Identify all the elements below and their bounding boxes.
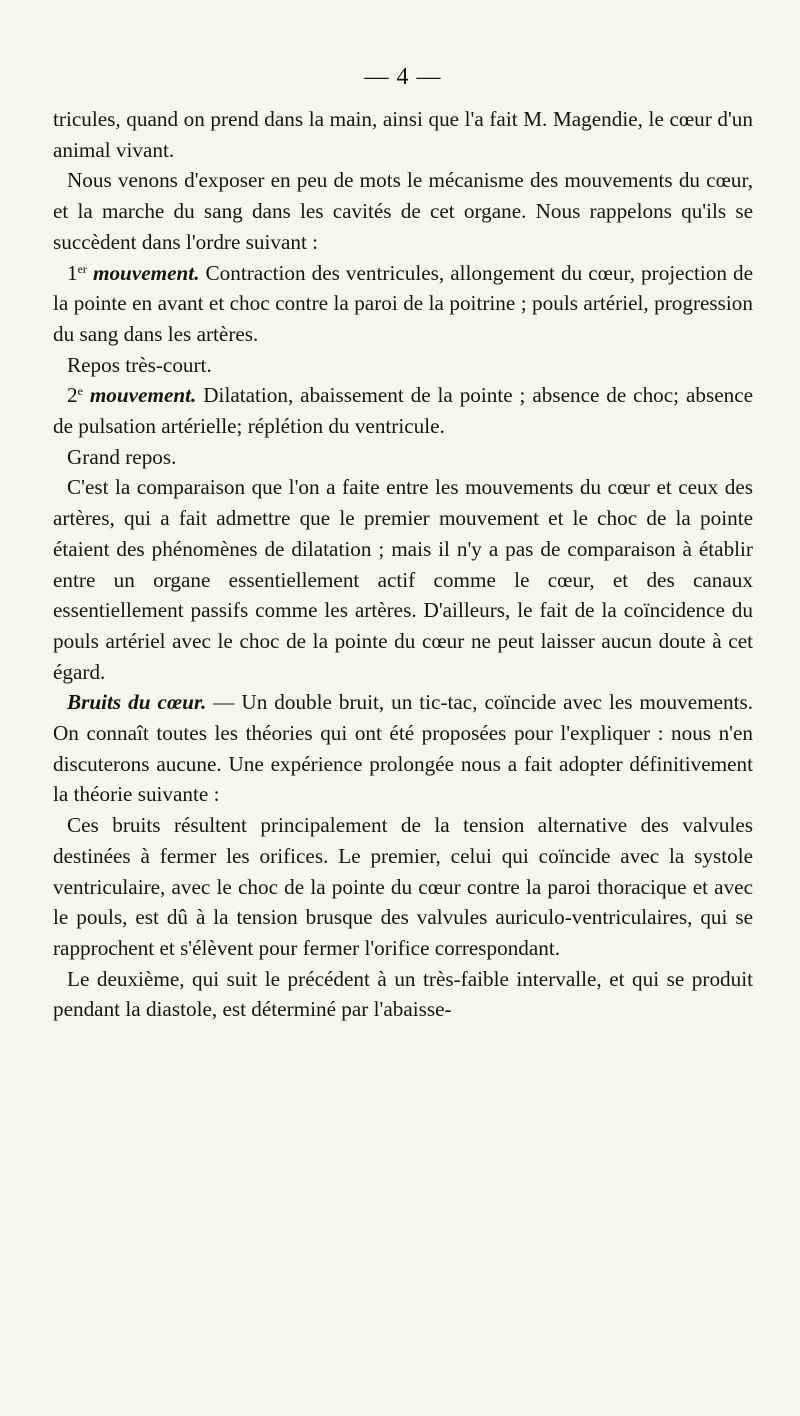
ordinal-suffix: er xyxy=(77,261,87,276)
document-page xyxy=(53,62,753,1025)
paragraph-long-rest xyxy=(53,442,753,473)
paragraph-text: Nous venons d'exposer en peu de mots le mécanisme des mouvements du cœur, et la marche du sang dans les cavités de cet organe. Nous rappelons qu'ils se succèdent dans l'ordre suivant : xyxy=(53,168,753,254)
movement-number: 1 xyxy=(67,260,78,285)
ordinal-suffix: e xyxy=(77,384,83,399)
paragraph-text: Contraction des ventricules, allongement du cœur, projection de la pointe en avant et choc contre la paroi de la poitrine ; pouls artériel, progression du sang dans les artères. xyxy=(53,260,753,346)
paragraph-valve-tension xyxy=(53,810,753,964)
paragraph-text: Grand repos. xyxy=(67,444,177,469)
movement-heading: mouvement. xyxy=(89,383,197,408)
paragraph-short-rest xyxy=(53,350,753,381)
movement-heading: mouvement. xyxy=(92,260,200,285)
paragraph-continuation xyxy=(53,104,753,165)
paragraph-text: tricules, quand on prend dans la main, ainsi que l'a fait M. Magendie, le cœur d'un animal vivant. xyxy=(53,107,753,162)
paragraph-text: Le deuxième, qui suit le précédent à un très-faible intervalle, et qui se produit pendant la diastole, est déterminé par l'abaisse- xyxy=(53,966,753,1022)
paragraph-text: Repos très-court. xyxy=(67,352,212,377)
paragraph-comparison xyxy=(53,472,753,687)
movement-number: 2 xyxy=(67,383,78,408)
paragraph-first-movement xyxy=(53,258,753,350)
paragraph-second-movement xyxy=(53,380,753,441)
paragraph-text: Ces bruits résultent principalement de la tension alternative des valvules destinées à fermer les orifices. Le premier, celui qui coïncide avec la systole ventriculaire, avec le choc de la pointe du cœur contre la paroi thoracique et avec le pouls, est dû à la tension brusque des valvules auriculo-ventriculaires, qui se rapprochent et s'élèvent pour fermer l'orifice correspondant. xyxy=(53,813,753,960)
paragraph-heart-sounds xyxy=(53,687,753,810)
paragraph-text: C'est la comparaison que l'on a faite entre les mouvements du cœur et ceux des artères, qui a fait admettre que le premier mouvement et le choc de la pointe étaient des phénomènes de dilatation ; mais il n'y a pas de comparaison à établir entre un organe essentiellement actif comme le cœur, et des canaux essentiellement passifs comme les artères. D'ailleurs, le fait de la coïncidence du pouls artériel avec le choc de la pointe du cœur ne peut laisser aucun doute à cet égard. xyxy=(53,475,753,684)
paragraph-intro xyxy=(53,165,753,257)
section-heading: Bruits du cœur. xyxy=(67,690,207,715)
page-number: — 4 — xyxy=(364,64,442,90)
paragraph-text: Dilatation, abaissement de la pointe ; absence de choc; absence de pulsation artérielle; réplétion du ventricule. xyxy=(53,383,754,439)
paragraph-second-sound xyxy=(53,964,753,1025)
paragraph-text: — Un double bruit, un tic-tac, coïncide avec les mouvements. On connaît toutes les théories qui ont été proposées pour l'expliquer : nous n'en discuterons aucune. Une expérience prolongée nous a fait adopter définitivement la théorie suivante : xyxy=(53,690,753,807)
